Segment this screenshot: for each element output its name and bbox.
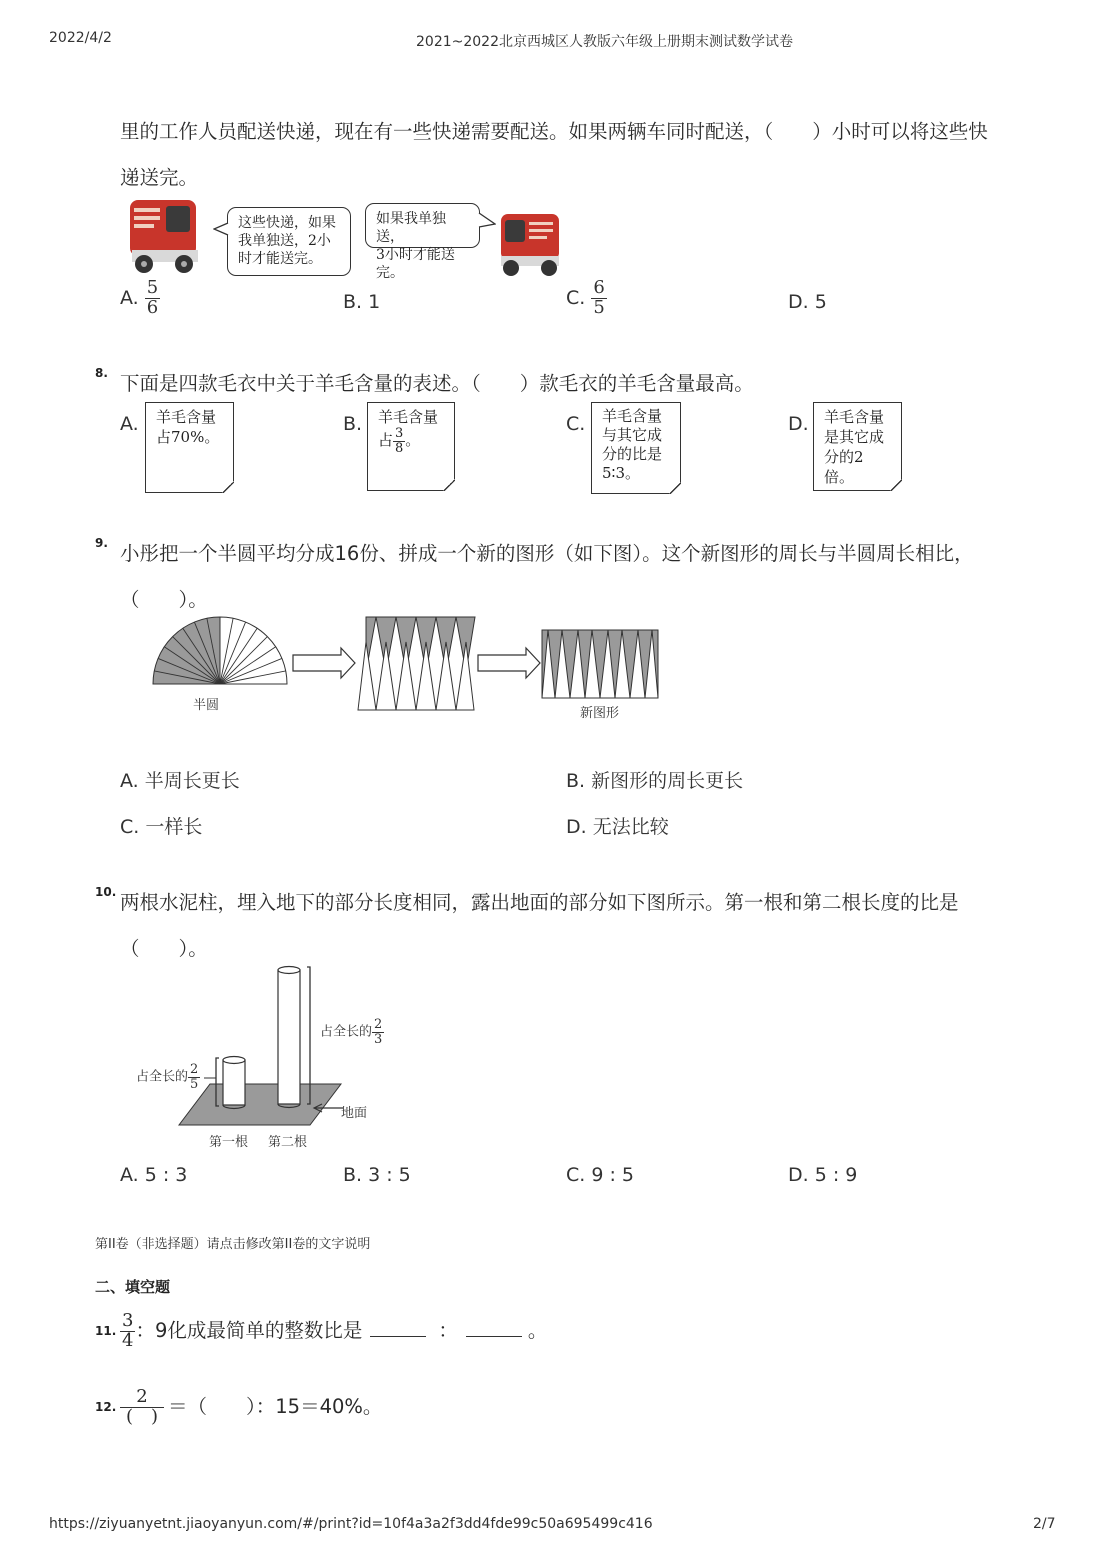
q8-option-b-label[interactable]: B. <box>343 413 363 435</box>
pillar-first <box>223 1057 245 1109</box>
q7-option-c-label: C. <box>566 286 586 309</box>
q12-fraction: $\frac{2}{( )}$ <box>120 1388 164 1427</box>
section-heading-fill-blank: 二、填空题 <box>95 1278 171 1296</box>
card-b-line2: 占 $\frac{3}{8}$ 。 <box>378 426 421 456</box>
arrow-right-icon <box>293 648 355 678</box>
speech-bubble-left <box>227 207 351 276</box>
q9-option-b[interactable]: B. 新图形的周长更长 <box>566 770 744 792</box>
q9-option-d[interactable]: D. 无法比较 <box>566 816 669 838</box>
bubble-right-line1: 如果我单独送， <box>376 211 446 245</box>
semicircle-figure <box>153 617 287 684</box>
card-b-line1: 羊毛含量 <box>378 408 439 426</box>
q9-option-c[interactable]: C. 一样长 <box>120 816 203 838</box>
q10-option-a[interactable]: A. 5 : 3 <box>120 1164 188 1186</box>
q8-card-b[interactable] <box>367 402 455 491</box>
q10-number: 10. <box>95 885 117 899</box>
label-semicircle: 半圆 <box>193 698 220 713</box>
bubble-left-tail <box>213 222 229 236</box>
q8-card-a[interactable] <box>145 402 234 493</box>
q9-option-a[interactable]: A. 半周长更长 <box>120 770 240 792</box>
q10-right-annotation: 占全长的 $\frac{2}{3}$ <box>320 1017 383 1047</box>
document-title: 2021~2022北京西城区人教版六年级上册期末测试数学试卷 <box>416 34 793 50</box>
q8-text: 下面是四款毛衣中关于羊毛含量的表述。（ ）款毛衣的羊毛含量最高。 <box>120 372 754 395</box>
q7-option-c-fraction: $\frac{6}{5}$ <box>593 277 605 318</box>
card-d-line1: 羊毛含量 <box>824 408 885 426</box>
q11-answer-blank-1[interactable] <box>370 1318 426 1337</box>
card-c-line4: 5∶3。 <box>602 464 640 482</box>
bubble-right-tail <box>478 212 496 228</box>
speech-bubble-right <box>365 203 480 281</box>
section-ii-note[interactable]: 第II卷（非选择题）请点击修改第II卷的文字说明 <box>95 1237 371 1252</box>
q10-option-d[interactable]: D. 5 : 9 <box>788 1164 858 1186</box>
bubble-left-line3: 时才能送完。 <box>238 251 322 267</box>
q11-answer-blank-2[interactable] <box>466 1318 522 1337</box>
q11-text: $\frac{3}{4}$ ：9化成最简单的整数比是 ： 。 <box>122 1310 548 1351</box>
page-fold-icon <box>669 482 681 494</box>
q7-option-a-fraction: $\frac{5}{6}$ <box>146 277 159 318</box>
q10-text-line2: （ ）。 <box>120 937 208 960</box>
q7-option-b[interactable]: B. 1 <box>343 291 381 313</box>
q9-text-line2: （ ）。 <box>120 588 208 611</box>
label-pillar-second: 第二根 <box>268 1135 308 1150</box>
q11-fraction: $\frac{3}{4}$ <box>122 1310 134 1351</box>
q7-text-line1: 里的工作人员配送快递，现在有一些快递需要配送。如果两辆车同时配送，（ ）小时可以将这些快 <box>120 120 988 143</box>
new-shape-figure <box>542 630 658 698</box>
page-number: 2/7 <box>1033 1516 1056 1532</box>
q10-left-annotation: 占全长的 $\frac{2}{5}$ <box>136 1062 199 1092</box>
label-ground: 地面 <box>341 1106 368 1121</box>
bubble-right-line2: 3小时才能送完。 <box>376 247 455 281</box>
page-fold-icon <box>890 479 902 491</box>
q7-option-d[interactable]: D. 5 <box>788 291 827 313</box>
delivery-vehicle-left-image <box>126 192 206 278</box>
q8-option-d-label[interactable]: D. <box>788 413 809 435</box>
q12-text: $\frac{2}{( )}$ ＝（ ）：15＝40%。 <box>120 1388 382 1427</box>
q10-text-line1: 两根水泥柱，埋入地下的部分长度相同，露出地面的部分如下图所示。第一根和第二根长度的比是 <box>120 891 959 914</box>
card-d-line2: 是其它成 <box>824 428 885 446</box>
card-a-line1: 羊毛含量 <box>156 408 217 426</box>
delivery-vehicle-right-image <box>497 208 565 280</box>
q12-number: 12. <box>95 1400 117 1414</box>
q7-option-a[interactable] <box>120 279 160 318</box>
card-c-line2: 与其它成 <box>602 426 663 444</box>
footer-url[interactable]: https://ziyuanyetnt.jiaoyanyun.com/#/print?id=10f4a3a2f3dd4fde99c50a695499c416 <box>49 1516 653 1532</box>
bubble-left-line2: 我单独送，2小 <box>238 233 331 249</box>
q9-text-line1: 小彤把一个半圆平均分成16份、拼成一个新的图形（如下图）。这个新图形的周长与半圆周长相比， <box>120 542 974 565</box>
page-fold-icon <box>222 481 234 493</box>
q7-text-line2: 递送完。 <box>120 166 199 189</box>
print-date: 2022/4/2 <box>49 30 112 46</box>
q9-number: 9. <box>95 536 108 550</box>
bubble-left-line1: 这些快递，如果 <box>238 215 336 231</box>
intermediate-arrangement-figure <box>358 617 475 710</box>
q10-option-c[interactable]: C. 9 : 5 <box>566 1164 635 1186</box>
card-c-line3: 分的比是 <box>602 445 663 463</box>
card-a-line2: 占70%。 <box>156 428 220 446</box>
q8-option-c-label[interactable]: C. <box>566 413 586 435</box>
label-pillar-first: 第一根 <box>209 1135 249 1150</box>
q7-option-a-label: A. <box>120 286 139 309</box>
card-d-line3: 分的2倍。 <box>824 448 864 486</box>
q10-option-b[interactable]: B. 3 : 5 <box>343 1164 411 1186</box>
ground-plane <box>179 1084 341 1125</box>
q8-option-a-label[interactable]: A. <box>120 413 139 435</box>
q7-option-c[interactable] <box>566 279 607 318</box>
q8-card-c[interactable] <box>591 402 681 494</box>
page-fold-icon <box>443 479 455 491</box>
q8-card-d[interactable] <box>813 402 902 491</box>
q8-number: 8. <box>95 366 108 380</box>
arrow-right-icon <box>478 648 540 678</box>
pillar-second <box>278 967 300 1108</box>
label-new-shape: 新图形 <box>580 706 620 721</box>
card-c-line1: 羊毛含量 <box>602 407 663 425</box>
q11-number: 11. <box>95 1324 117 1338</box>
